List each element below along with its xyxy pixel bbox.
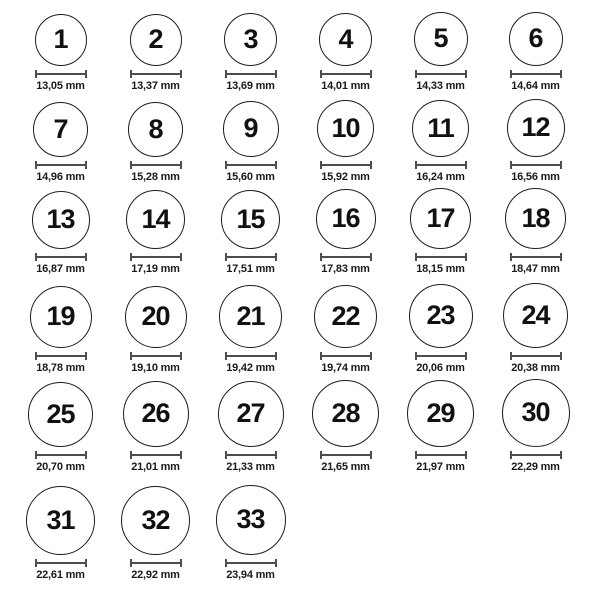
diameter-label: 21,65 mm <box>321 460 370 473</box>
dimension-bar <box>510 355 562 357</box>
diameter-label: 14,64 mm <box>511 79 560 92</box>
ring-size-cell <box>13 382 108 476</box>
dimension-bar <box>130 73 182 75</box>
dimension-tick-right-icon <box>85 253 87 261</box>
dimension-bar <box>130 256 182 258</box>
diameter-label: 23,94 mm <box>226 568 275 581</box>
dimension-tick-right-icon <box>465 70 467 78</box>
ring-size-number: 8 <box>148 113 163 144</box>
ring-circle <box>223 101 279 157</box>
ring-size-cell <box>108 486 203 584</box>
ring-size-cell <box>393 12 488 95</box>
diameter-dimension-line <box>225 253 277 261</box>
diameter-dimension-line <box>510 352 562 360</box>
ring-size-cell <box>13 191 108 278</box>
diameter-label: 21,33 mm <box>226 460 275 473</box>
ring-size-number: 19 <box>46 301 75 332</box>
ring-size-number: 32 <box>141 504 170 535</box>
dimension-bar <box>415 256 467 258</box>
ring-size-number: 14 <box>141 203 170 234</box>
ring-size-number: 9 <box>243 113 258 144</box>
diameter-label: 13,05 mm <box>36 79 85 92</box>
dimension-bar <box>225 164 277 166</box>
dimension-bar <box>225 355 277 357</box>
ring-circle <box>35 14 87 66</box>
diameter-dimension-line <box>415 253 467 261</box>
diameter-label: 20,38 mm <box>511 361 560 374</box>
ring-size-number: 24 <box>521 299 550 330</box>
dimension-tick-right-icon <box>85 451 87 459</box>
ring-size-cell <box>108 381 203 476</box>
ring-circle <box>314 285 377 348</box>
ring-size-row <box>13 476 583 584</box>
ring-circle <box>126 190 185 249</box>
ring-circle <box>509 12 563 66</box>
dimension-tick-right-icon <box>560 451 562 459</box>
diameter-label: 15,28 mm <box>131 170 180 183</box>
dimension-bar <box>35 454 87 456</box>
dimension-bar <box>225 562 277 564</box>
ring-size-cell <box>488 188 583 278</box>
diameter-dimension-line <box>510 253 562 261</box>
diameter-dimension-line <box>510 70 562 78</box>
dimension-tick-right-icon <box>180 559 182 567</box>
ring-size-cell <box>393 284 488 377</box>
diameter-dimension-line <box>35 451 87 459</box>
dimension-bar <box>320 355 372 357</box>
ring-size-number: 27 <box>236 398 265 429</box>
ring-size-number: 30 <box>521 397 550 428</box>
ring-size-number: 7 <box>53 113 68 144</box>
ring-size-number: 17 <box>426 202 455 233</box>
ring-size-cell <box>298 13 393 95</box>
ring-size-cell <box>488 99 583 186</box>
dimension-bar <box>320 73 372 75</box>
ring-circle <box>503 283 568 348</box>
ring-size-number: 3 <box>243 23 258 54</box>
dimension-bar <box>35 164 87 166</box>
dimension-tick-right-icon <box>275 70 277 78</box>
diameter-label: 20,70 mm <box>36 460 85 473</box>
dimension-tick-right-icon <box>465 352 467 360</box>
diameter-dimension-line <box>415 451 467 459</box>
dimension-bar <box>415 355 467 357</box>
ring-circle <box>218 381 284 447</box>
diameter-label: 14,33 mm <box>416 79 465 92</box>
ring-circle <box>32 191 90 249</box>
diameter-label: 17,19 mm <box>131 262 180 275</box>
dimension-tick-right-icon <box>370 352 372 360</box>
dimension-tick-right-icon <box>465 451 467 459</box>
diameter-dimension-line <box>130 253 182 261</box>
ring-size-number: 16 <box>331 203 360 234</box>
diameter-label: 14,01 mm <box>321 79 370 92</box>
ring-circle <box>121 486 190 555</box>
ring-size-number: 22 <box>331 300 360 331</box>
ring-size-number: 33 <box>236 504 265 535</box>
diameter-label: 16,24 mm <box>416 170 465 183</box>
dimension-bar <box>225 454 277 456</box>
ring-circle <box>312 380 379 447</box>
diameter-label: 22,29 mm <box>511 460 560 473</box>
ring-size-number: 10 <box>331 112 360 143</box>
ring-size-number: 18 <box>521 202 550 233</box>
dimension-tick-right-icon <box>275 451 277 459</box>
ring-size-cell <box>13 486 108 584</box>
dimension-tick-right-icon <box>180 70 182 78</box>
ring-circle <box>130 14 182 66</box>
diameter-dimension-line <box>415 161 467 169</box>
dimension-tick-right-icon <box>275 559 277 567</box>
dimension-tick-right-icon <box>370 161 372 169</box>
diameter-dimension-line <box>510 451 562 459</box>
ring-size-number: 21 <box>236 300 265 331</box>
dimension-bar <box>510 454 562 456</box>
diameter-dimension-line <box>130 161 182 169</box>
dimension-bar <box>225 73 277 75</box>
ring-size-cell <box>203 13 298 95</box>
dimension-bar <box>130 562 182 564</box>
ring-circle <box>414 12 468 66</box>
diameter-label: 22,92 mm <box>131 568 180 581</box>
dimension-bar <box>35 355 87 357</box>
ring-circle <box>409 284 473 348</box>
dimension-tick-right-icon <box>180 352 182 360</box>
diameter-label: 20,06 mm <box>416 361 465 374</box>
diameter-dimension-line <box>320 253 372 261</box>
diameter-dimension-line <box>225 161 277 169</box>
ring-size-row <box>13 3 583 95</box>
diameter-dimension-line <box>225 352 277 360</box>
dimension-bar <box>415 73 467 75</box>
ring-circle <box>30 286 92 348</box>
dimension-tick-right-icon <box>180 161 182 169</box>
dimension-tick-right-icon <box>275 352 277 360</box>
diameter-label: 19,42 mm <box>226 361 275 374</box>
diameter-label: 19,10 mm <box>131 361 180 374</box>
diameter-dimension-line <box>130 352 182 360</box>
dimension-bar <box>225 256 277 258</box>
diameter-label: 18,78 mm <box>36 361 85 374</box>
diameter-label: 19,74 mm <box>321 361 370 374</box>
diameter-dimension-line <box>35 253 87 261</box>
dimension-tick-right-icon <box>560 70 562 78</box>
ring-size-cell <box>488 283 583 377</box>
ring-size-number: 6 <box>528 23 543 54</box>
diameter-label: 18,47 mm <box>511 262 560 275</box>
ring-size-cell <box>393 100 488 186</box>
ring-circle <box>216 485 286 555</box>
dimension-bar <box>320 164 372 166</box>
ring-size-cell <box>108 102 203 186</box>
ring-circle <box>317 100 374 157</box>
dimension-tick-right-icon <box>275 161 277 169</box>
diameter-dimension-line <box>35 70 87 78</box>
diameter-label: 17,83 mm <box>321 262 370 275</box>
dimension-tick-right-icon <box>85 161 87 169</box>
dimension-tick-right-icon <box>180 451 182 459</box>
ring-size-cell <box>108 190 203 278</box>
dimension-bar <box>510 73 562 75</box>
ring-size-number: 4 <box>338 23 353 54</box>
ring-size-cell <box>203 285 298 377</box>
ring-size-cell <box>108 14 203 95</box>
diameter-dimension-line <box>225 451 277 459</box>
ring-size-number: 28 <box>331 397 360 428</box>
dimension-bar <box>35 256 87 258</box>
diameter-dimension-line <box>35 559 87 567</box>
diameter-label: 13,37 mm <box>131 79 180 92</box>
dimension-tick-right-icon <box>370 451 372 459</box>
dimension-tick-right-icon <box>465 161 467 169</box>
ring-size-number: 1 <box>53 24 68 55</box>
ring-circle <box>125 286 187 348</box>
diameter-dimension-line <box>130 451 182 459</box>
ring-size-row <box>13 377 583 476</box>
ring-circle <box>28 382 93 447</box>
ring-size-number: 31 <box>46 504 75 535</box>
ring-circle <box>319 13 372 66</box>
diameter-label: 15,92 mm <box>321 170 370 183</box>
ring-circle <box>123 381 189 447</box>
diameter-dimension-line <box>320 70 372 78</box>
dimension-tick-right-icon <box>85 559 87 567</box>
ring-size-cell <box>488 379 583 476</box>
diameter-dimension-line <box>130 559 182 567</box>
dimension-bar <box>415 454 467 456</box>
dimension-tick-right-icon <box>370 253 372 261</box>
ring-size-cell <box>488 12 583 95</box>
ring-size-cell <box>203 485 298 584</box>
ring-size-cell <box>13 14 108 95</box>
ring-size-number: 2 <box>148 24 163 55</box>
ring-circle <box>219 285 282 348</box>
dimension-tick-right-icon <box>275 253 277 261</box>
diameter-label: 16,87 mm <box>36 262 85 275</box>
dimension-bar <box>130 164 182 166</box>
ring-size-cell <box>13 286 108 377</box>
ring-size-row <box>13 186 583 278</box>
dimension-tick-right-icon <box>465 253 467 261</box>
diameter-label: 13,69 mm <box>226 79 275 92</box>
ring-size-number: 13 <box>46 204 75 235</box>
dimension-tick-right-icon <box>85 70 87 78</box>
ring-circle <box>224 13 277 66</box>
ring-circle <box>316 189 376 249</box>
ring-circle <box>221 190 280 249</box>
ring-size-number: 12 <box>521 112 550 143</box>
ring-circle <box>407 380 474 447</box>
dimension-tick-right-icon <box>560 352 562 360</box>
diameter-dimension-line <box>320 352 372 360</box>
dimension-bar <box>510 164 562 166</box>
dimension-bar <box>320 256 372 258</box>
ring-size-cell <box>298 380 393 476</box>
ring-size-cell <box>203 190 298 278</box>
diameter-dimension-line <box>130 70 182 78</box>
diameter-label: 18,15 mm <box>416 262 465 275</box>
ring-circle <box>505 188 566 249</box>
ring-size-row <box>13 95 583 186</box>
ring-circle <box>410 188 471 249</box>
ring-size-number: 29 <box>426 397 455 428</box>
diameter-label: 14,96 mm <box>36 170 85 183</box>
ring-size-cell <box>393 188 488 278</box>
ring-circle <box>26 486 95 555</box>
ring-circle <box>33 102 88 157</box>
ring-size-cell <box>298 100 393 186</box>
diameter-dimension-line <box>320 451 372 459</box>
diameter-label: 22,61 mm <box>36 568 85 581</box>
dimension-bar <box>35 562 87 564</box>
diameter-label: 17,51 mm <box>226 262 275 275</box>
diameter-dimension-line <box>415 352 467 360</box>
ring-size-number: 25 <box>46 398 75 429</box>
ring-size-cell <box>298 189 393 278</box>
dimension-bar <box>35 73 87 75</box>
diameter-dimension-line <box>35 352 87 360</box>
ring-size-number: 11 <box>427 112 454 143</box>
ring-size-number: 20 <box>141 301 170 332</box>
ring-size-number: 5 <box>433 23 448 54</box>
diameter-dimension-line <box>415 70 467 78</box>
ring-size-number: 26 <box>141 398 170 429</box>
ring-size-cell <box>13 102 108 186</box>
ring-size-row <box>13 278 583 377</box>
dimension-tick-right-icon <box>85 352 87 360</box>
dimension-bar <box>130 355 182 357</box>
ring-size-number: 23 <box>426 300 455 331</box>
ring-size-number: 15 <box>236 203 265 234</box>
dimension-tick-right-icon <box>560 161 562 169</box>
diameter-dimension-line <box>35 161 87 169</box>
dimension-bar <box>130 454 182 456</box>
diameter-label: 16,56 mm <box>511 170 560 183</box>
dimension-bar <box>510 256 562 258</box>
diameter-label: 21,01 mm <box>131 460 180 473</box>
ring-circle <box>412 100 469 157</box>
dimension-tick-right-icon <box>180 253 182 261</box>
ring-size-cell <box>203 381 298 476</box>
ring-size-cell <box>298 285 393 377</box>
ring-size-cell <box>393 380 488 476</box>
diameter-dimension-line <box>510 161 562 169</box>
ring-circle <box>507 99 565 157</box>
diameter-label: 21,97 mm <box>416 460 465 473</box>
dimension-tick-right-icon <box>560 253 562 261</box>
ring-size-cell <box>108 286 203 377</box>
ring-size-cell <box>203 101 298 186</box>
dimension-bar <box>320 454 372 456</box>
ring-circle <box>128 102 183 157</box>
dimension-tick-right-icon <box>370 70 372 78</box>
diameter-dimension-line <box>225 559 277 567</box>
ring-circle <box>502 379 570 447</box>
dimension-bar <box>415 164 467 166</box>
diameter-label: 15,60 mm <box>226 170 275 183</box>
diameter-dimension-line <box>320 161 372 169</box>
diameter-dimension-line <box>225 70 277 78</box>
